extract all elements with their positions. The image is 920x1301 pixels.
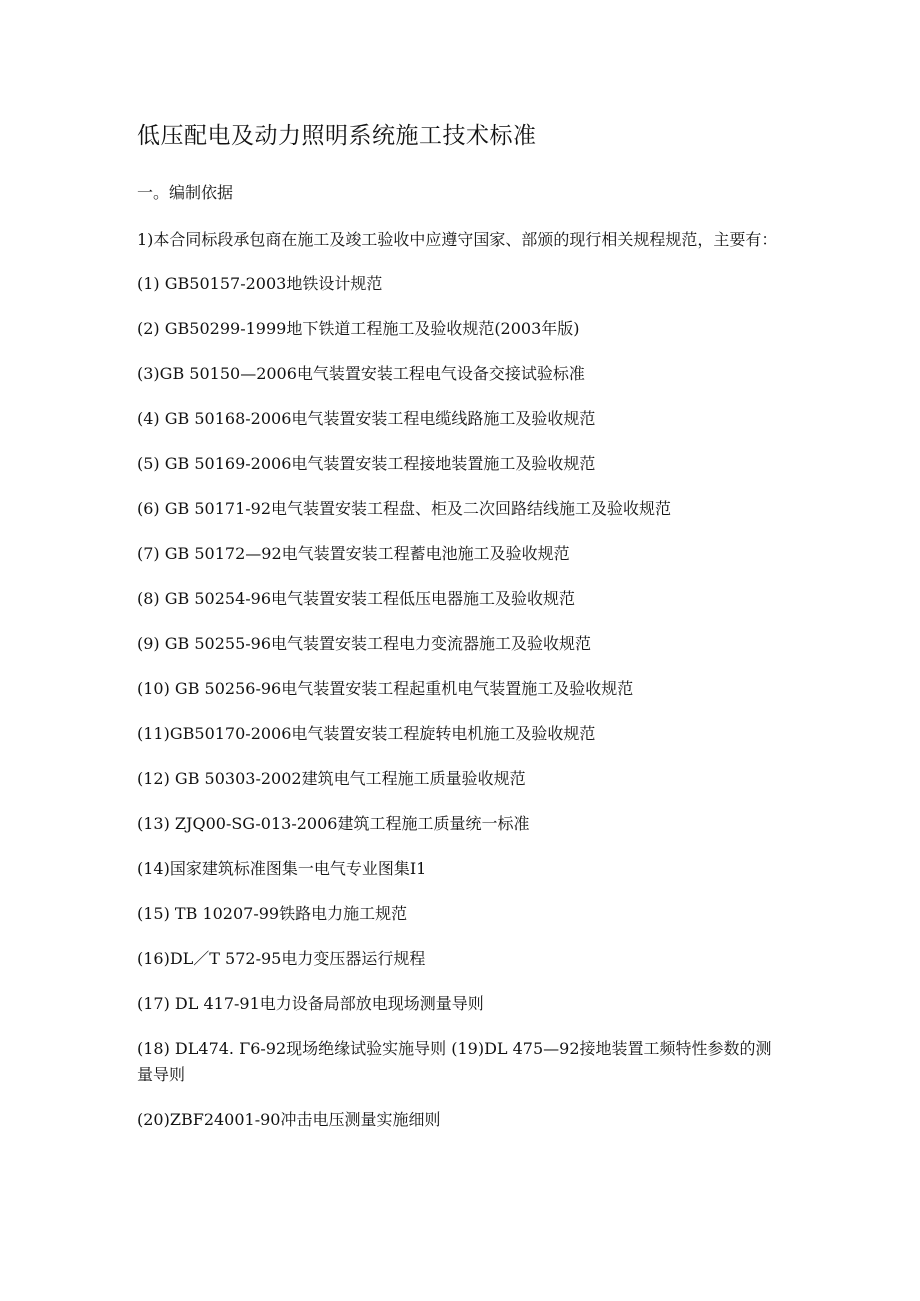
reference-item-1: (1) GB50157-2003地铁设计规范 <box>137 274 383 293</box>
reference-item-4: (4) GB 50168-2006电气装置安装工程电缆线路施工及验收规范 <box>137 409 596 428</box>
reference-item-10: (10) GB 50256-96电气装置安装工程起重机电气装置施工及验收规范 <box>137 679 634 698</box>
reference-item-15: (15) TB 10207-99铁路电力施工规范 <box>137 904 408 923</box>
reference-item-8: (8) GB 50254-96电气装置安装工程低压电器施工及验收规范 <box>137 589 576 608</box>
reference-item-5: (5) GB 50169-2006电气装置安装工程接地装置施工及验收规范 <box>137 454 596 473</box>
reference-item-7: (7) GB 50172—92电气装置安装工程蓄电池施工及验收规范 <box>137 544 570 563</box>
intro-paragraph: 1)本合同标段承包商在施工及竣工验收中应遵守国家、部颁的现行相关规程规范，主要有： <box>137 230 778 249</box>
reference-item-12: (12) GB 50303-2002建筑电气工程施工质量验收规范 <box>137 769 526 788</box>
reference-item-3: (3)GB 50150—2006电气装置安装工程电气设备交接试验标准 <box>137 364 585 383</box>
reference-item-17: (17) DL 417-91电力设备局部放电现场测量导则 <box>137 994 484 1013</box>
reference-item-14: (14)国家建筑标准图集一电气专业图集I1 <box>137 859 427 878</box>
reference-list <box>137 271 787 1133</box>
reference-item-18: (18) DL474. Γ6-92现场绝缘试验实施导则 (19)DL 475—92接地装置工频特性参数的测量导则 <box>137 1039 772 1084</box>
section-heading: 一。编制依据 <box>137 183 234 202</box>
reference-item-16: (16)DL／T 572-95电力变压器运行规程 <box>137 949 426 968</box>
reference-item-6: (6) GB 50171-92电气装置安装工程盘、柜及二次回路结线施工及验收规范 <box>137 499 672 518</box>
document-body <box>137 118 787 1152</box>
reference-item-2: (2) GB50299-1999地下铁道工程施工及验收规范(2003年版) <box>137 319 580 338</box>
reference-item-9: (9) GB 50255-96电气装置安装工程电力变流器施工及验收规范 <box>137 634 592 653</box>
reference-item-13: (13) ZJQ00-SG-013-2006建筑工程施工质量统一标准 <box>137 814 530 833</box>
document-title: 低压配电及动力照明系统施工技术标准 <box>137 123 537 149</box>
reference-item-20: (20)ZBF24001-90冲击电压测量实施细则 <box>137 1110 441 1129</box>
reference-item-11: (11)GB50170-2006电气装置安装工程旋转电机施工及验收规范 <box>137 724 596 743</box>
